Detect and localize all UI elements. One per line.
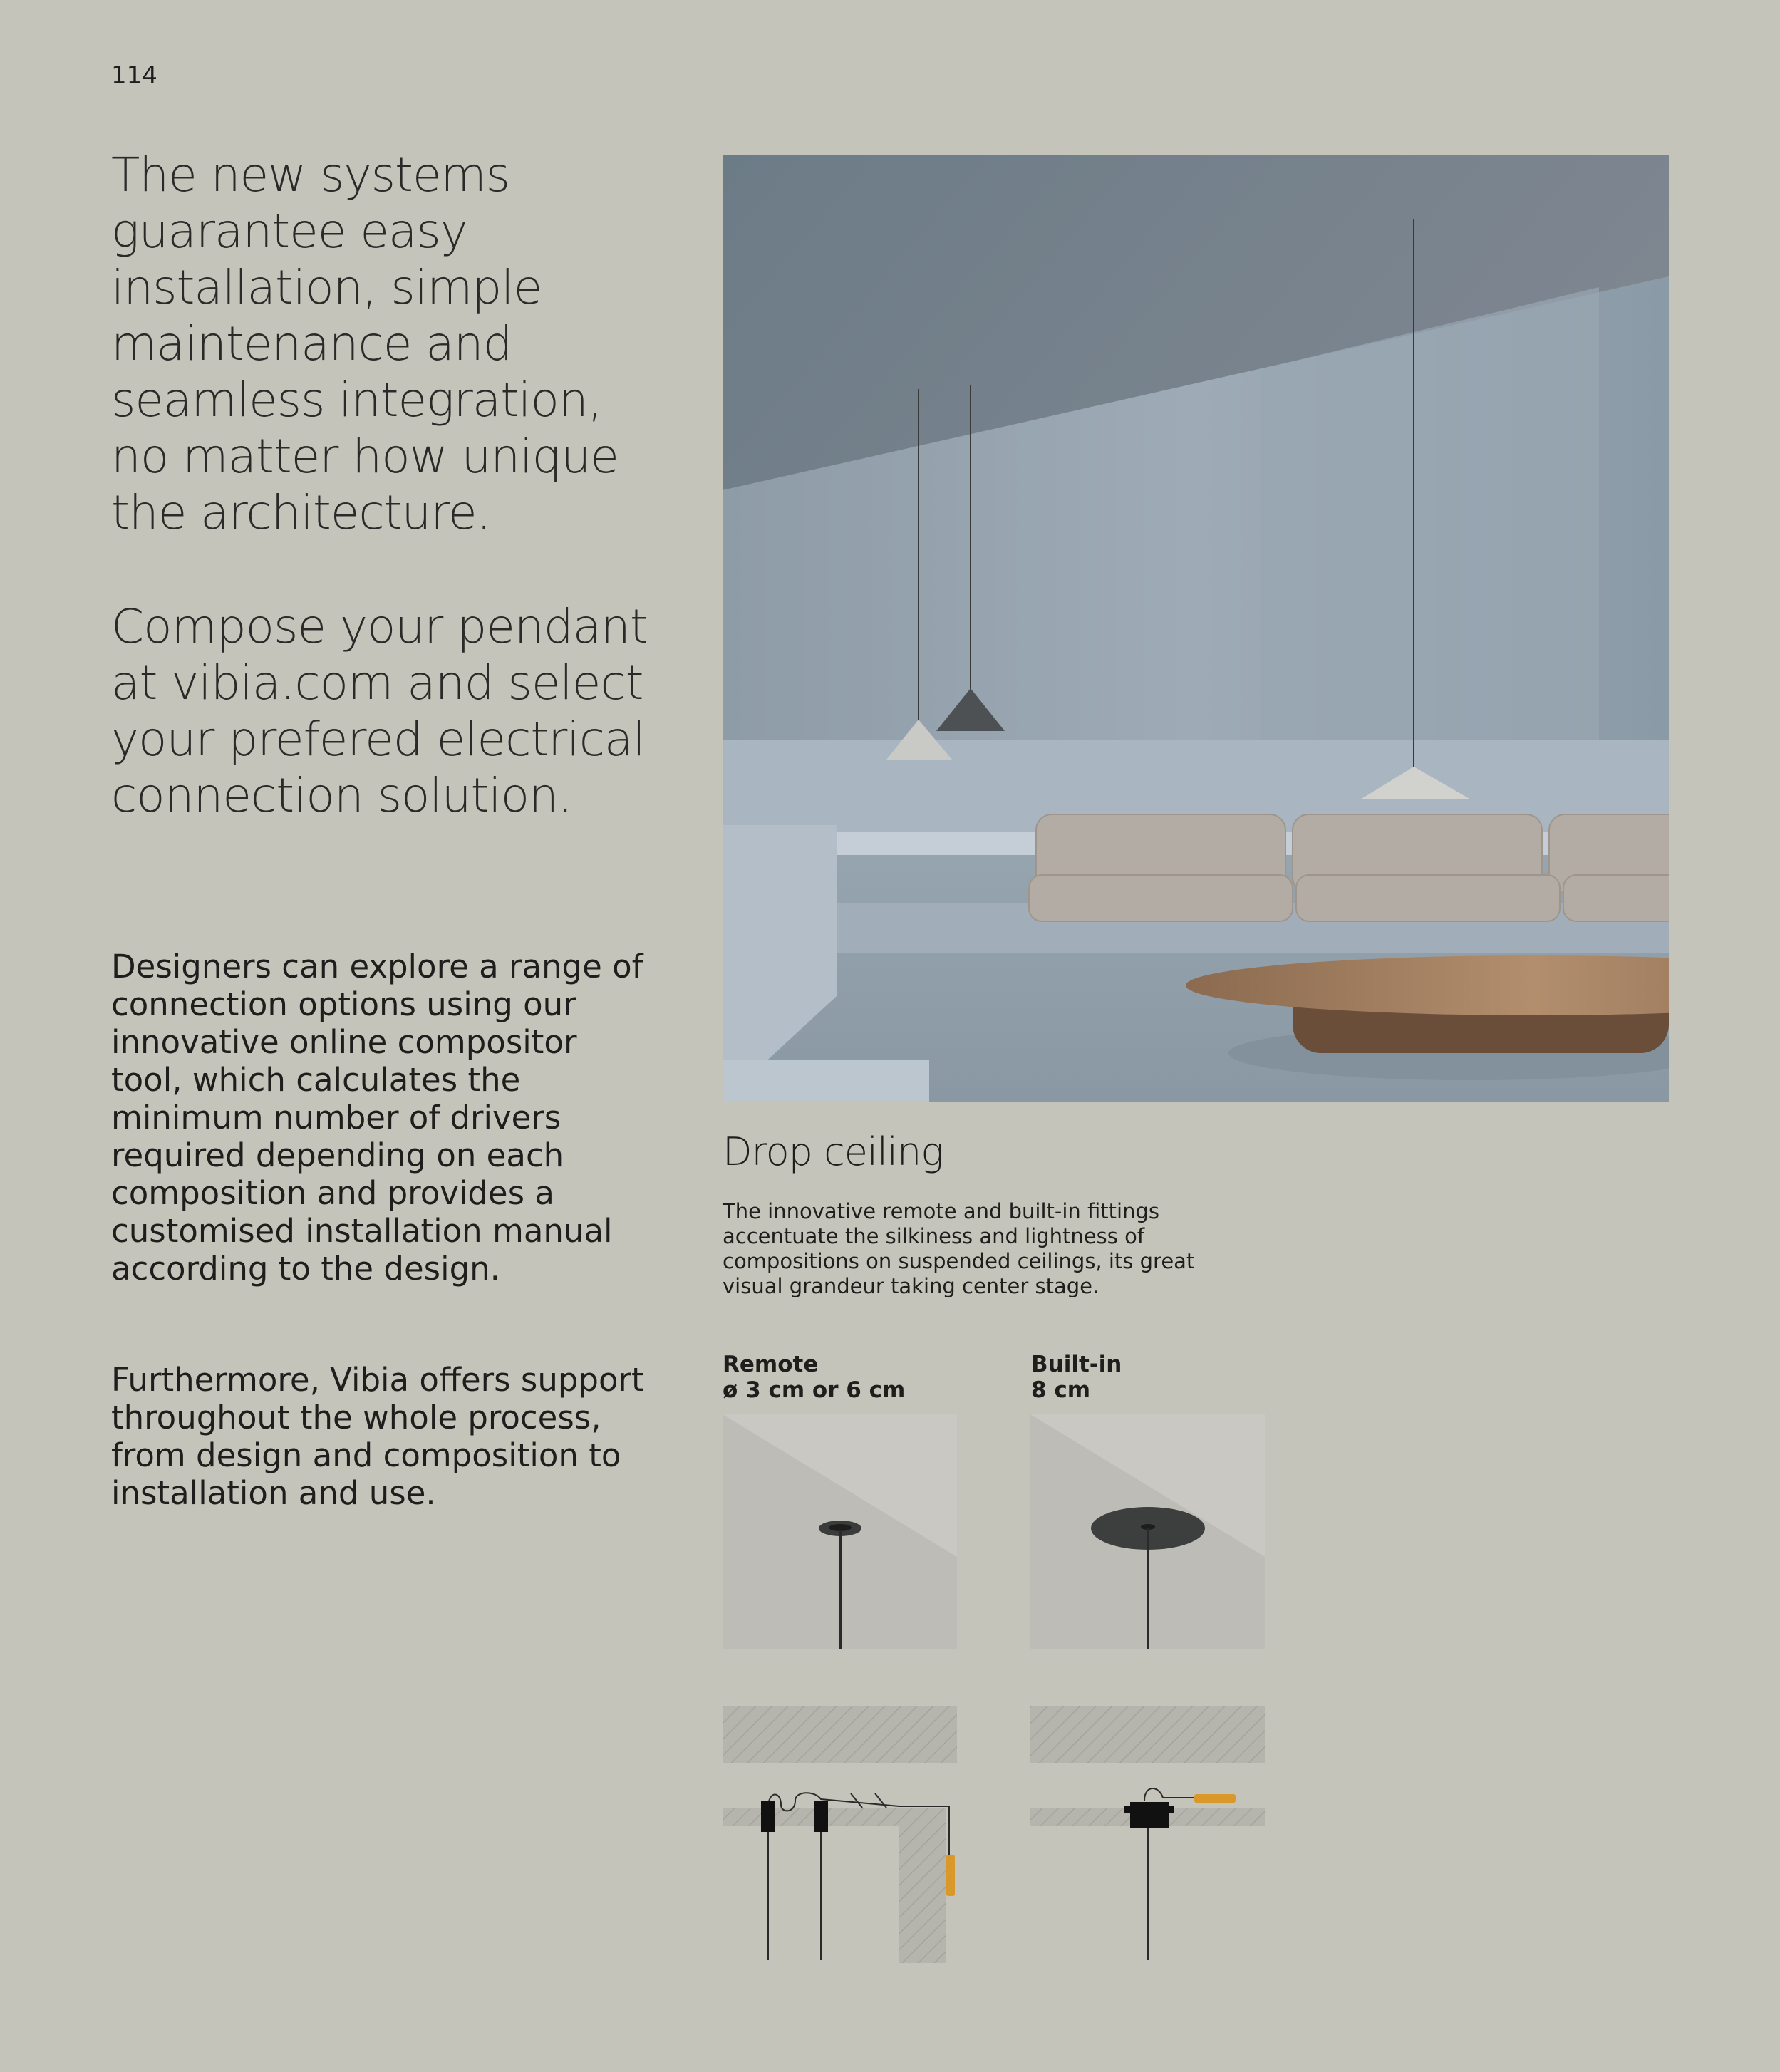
builtin-installation-diagram (1030, 1706, 1265, 1963)
remote-installation-diagram (723, 1706, 957, 1963)
intro-call-to-action: Compose your pendant at vibia.com and select your prefered electrical connection solution. (111, 599, 648, 823)
section-title: Drop ceiling (723, 1129, 943, 1174)
section-description: The innovative remote and built-in fittings accentuate the silkiness and lightness of compositions on suspended ceilings, its great visual grandeur taking center stage. (723, 1199, 1195, 1298)
builtin-ceiling-fitting-icon (1030, 1414, 1265, 1649)
remote-option-name: Remote (723, 1352, 819, 1377)
intro-statement: The new systems guarantee easy installation, simple maintenance and seamless integration, no matter how unique the architecture. (111, 147, 619, 540)
builtin-option-size: 8 cm (1031, 1377, 1091, 1403)
intro-paragraph-2: Furthermore, Vibia offers support throughout the whole process, from design and composition to installation and use. (111, 1361, 644, 1512)
builtin-option-label (1031, 1352, 1122, 1403)
intro-paragraph-1: Designers can explore a range of connection options using our innovative online compositor tool, which calculates the minimum number of drivers required depending on each composition and provides a customised installation manual according to the design. (111, 948, 643, 1288)
remote-ceiling-fitting-icon (723, 1414, 957, 1649)
hero-interior-photo (723, 155, 1669, 1102)
remote-option-size: ø 3 cm or 6 cm (723, 1377, 906, 1403)
remote-option-label (723, 1352, 905, 1403)
builtin-option-name: Built-in (1031, 1352, 1122, 1377)
page-number: 114 (111, 61, 157, 90)
